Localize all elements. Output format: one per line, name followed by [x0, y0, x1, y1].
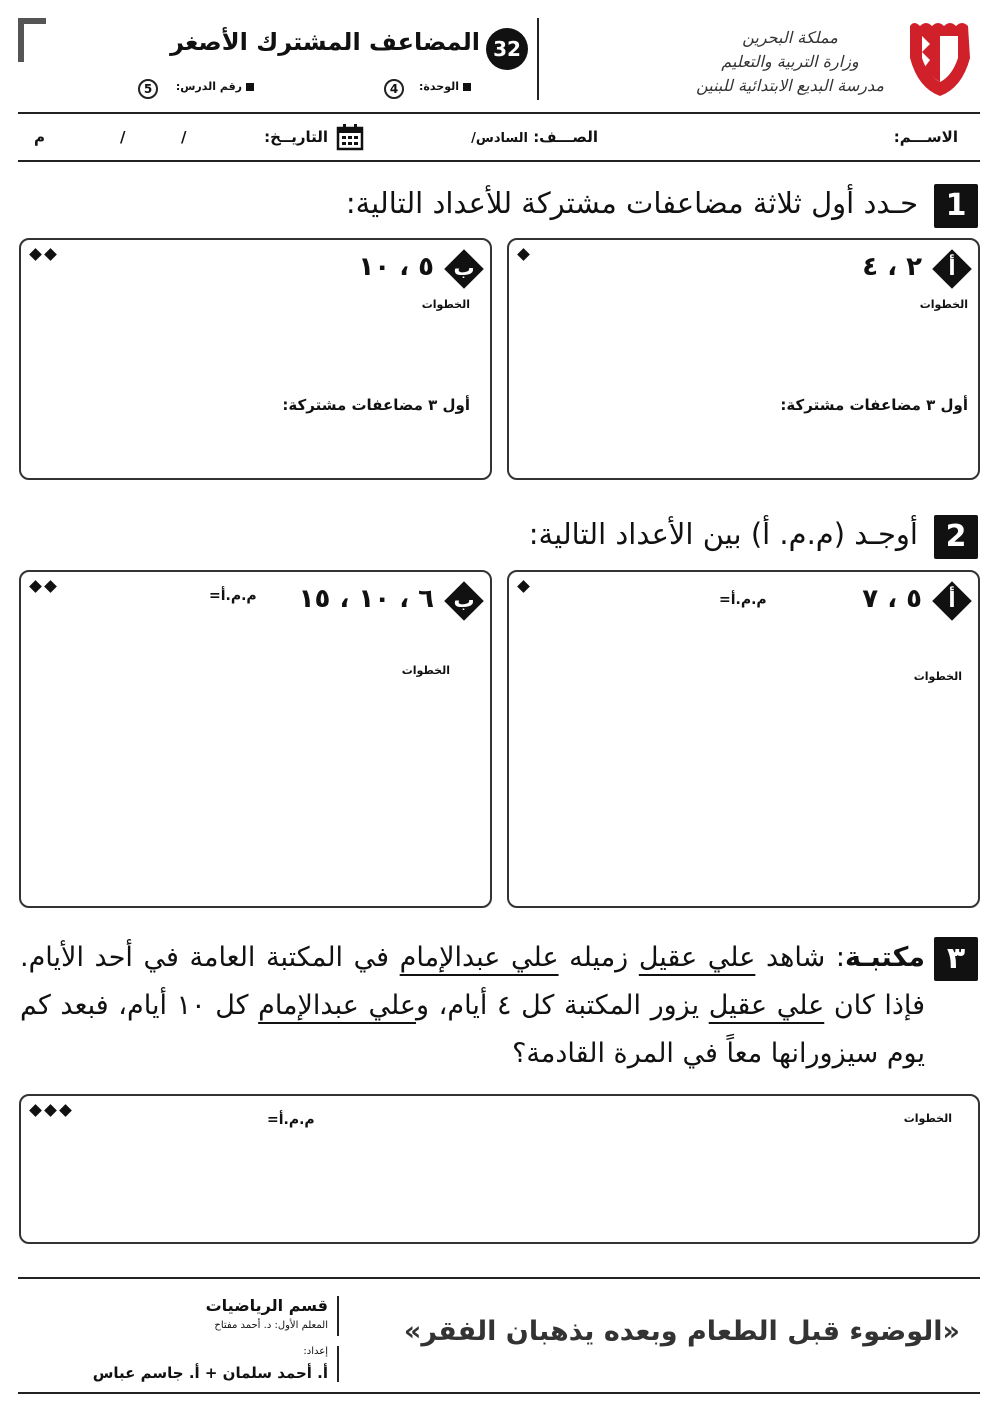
part-letter-badge: أ: [932, 581, 972, 621]
date-sep-2: /: [120, 128, 126, 146]
unit-info: [355, 80, 475, 93]
question-3-text-part: شاهد: [755, 942, 826, 973]
info-rule: [18, 160, 980, 162]
bullet-icon: [246, 83, 254, 91]
prepared-label: إعداد:: [303, 1346, 328, 1357]
underlined-name: علي عبدالإمام: [258, 990, 417, 1021]
department-name: قسم الرياضيات: [205, 1296, 328, 1315]
header-divider: [537, 18, 539, 100]
difficulty-indicator: [517, 580, 530, 593]
q2-part-b-box[interactable]: [19, 570, 492, 908]
question-3-colon: :: [825, 942, 845, 973]
lcm-label: م.م.أ=: [267, 1112, 315, 1128]
footer-divider: [337, 1296, 339, 1336]
lcm-label: م.م.أ=: [209, 588, 257, 604]
teacher-name: د. أحمد مفتاح: [214, 1320, 272, 1331]
part-numbers: ٦ ، ١٠ ، ١٥: [298, 584, 434, 614]
question-3-text: [20, 934, 925, 1078]
calendar-icon: [336, 123, 364, 151]
bullet-icon: [463, 83, 471, 91]
header-rule: [18, 112, 980, 114]
underlined-name: علي عبدالإمام: [399, 942, 559, 973]
question-3-text-part: يزور المكتبة كل ٤ أيام، و: [416, 990, 709, 1021]
school-line3: مدرسة البديع الابتدائية للبنين: [696, 76, 884, 95]
lesson-badge: 32: [486, 28, 528, 70]
part-letter-badge: أ: [932, 249, 972, 289]
footer-quote: «الوضوء قبل الطعام وبعده يذهبان الفقر»: [403, 1316, 960, 1347]
unit-value: 4: [384, 79, 404, 99]
question-3-text-part: زميله: [558, 942, 639, 973]
underlined-name: علي عقيل: [638, 942, 756, 973]
steps-label: الخطوات: [421, 298, 470, 311]
lesson-value: 5: [138, 79, 158, 99]
difficulty-indicator: [517, 248, 530, 261]
footer-rule-top: [18, 1277, 980, 1279]
question-1-prompt: حـدد أول ثلاثة مضاعفات مشتركة للأعداد التالية:: [345, 186, 918, 220]
footer-rule-bottom: [18, 1392, 980, 1394]
steps-label: الخطوات: [401, 664, 450, 677]
underlined-name: علي عقيل: [708, 990, 825, 1021]
question-1-number: 1: [934, 184, 978, 228]
steps-label: الخطوات: [913, 670, 962, 683]
class-label: [471, 128, 598, 146]
answer-label: أول ٣ مضاعفات مشتركة:: [282, 396, 470, 414]
prepared-by: أ. أحمد سلمان + أ. جاسم عباس: [92, 1364, 328, 1382]
page-title: المضاعف المشترك الأصغر: [170, 28, 480, 56]
difficulty-indicator: [29, 580, 57, 593]
question-3-text-part: في المكتبة العامة في أحد الأيام. فإذا كان: [20, 942, 926, 1021]
q1-part-b-box[interactable]: [19, 238, 492, 480]
part-letter-badge: ب: [444, 581, 484, 621]
q1-part-a-box[interactable]: [507, 238, 980, 480]
date-sep-1: /: [181, 128, 187, 146]
footer-divider-2: [337, 1346, 339, 1382]
lesson-label: رقم الدرس:: [175, 80, 242, 93]
part-letter-badge: ب: [444, 249, 484, 289]
corner-mark: [18, 18, 46, 62]
q3-answer-box[interactable]: [19, 1094, 980, 1244]
class-value: السادس/: [471, 131, 528, 146]
school-name: [690, 26, 890, 98]
question-2-prompt: أوجـد (م.م. أ) بين الأعداد التالية:: [528, 517, 918, 551]
date-label: التاريــخ:: [264, 128, 328, 146]
steps-label: الخطوات: [919, 298, 968, 311]
lcm-label: م.م.أ=: [719, 592, 767, 608]
question-3-text-part: كل ١٠ أيام، فبعد كم يوم سيزورانها معاً في المرة القادمة؟: [20, 990, 925, 1069]
date-suffix: م: [34, 128, 45, 146]
difficulty-indicator: [29, 1104, 72, 1117]
class-label-text: الصـــف:: [533, 128, 598, 146]
part-numbers: ٥ ، ٧: [862, 584, 922, 614]
question-3-number: ٣: [934, 937, 978, 981]
bahrain-emblem-icon: [900, 18, 980, 100]
school-line2: وزارة التربية والتعليم: [721, 52, 859, 71]
question-3-keyword: مكتبـة: [844, 942, 926, 973]
school-line1: مملكة البحرين: [742, 28, 838, 47]
unit-label: الوحدة:: [419, 80, 459, 93]
teacher-info: [214, 1320, 328, 1331]
name-label: الاســـم:: [893, 128, 958, 146]
part-numbers: ٥ ، ١٠: [358, 252, 434, 282]
teacher-label: المعلم الأول:: [274, 1320, 328, 1331]
part-numbers: ٢ ، ٤: [862, 252, 922, 282]
steps-label: الخطوات: [903, 1112, 952, 1125]
q2-part-a-box[interactable]: [507, 570, 980, 908]
answer-label: أول ٣ مضاعفات مشتركة:: [780, 396, 968, 414]
lesson-info: [176, 80, 258, 93]
difficulty-indicator: [29, 248, 57, 261]
question-2-number: 2: [934, 515, 978, 559]
